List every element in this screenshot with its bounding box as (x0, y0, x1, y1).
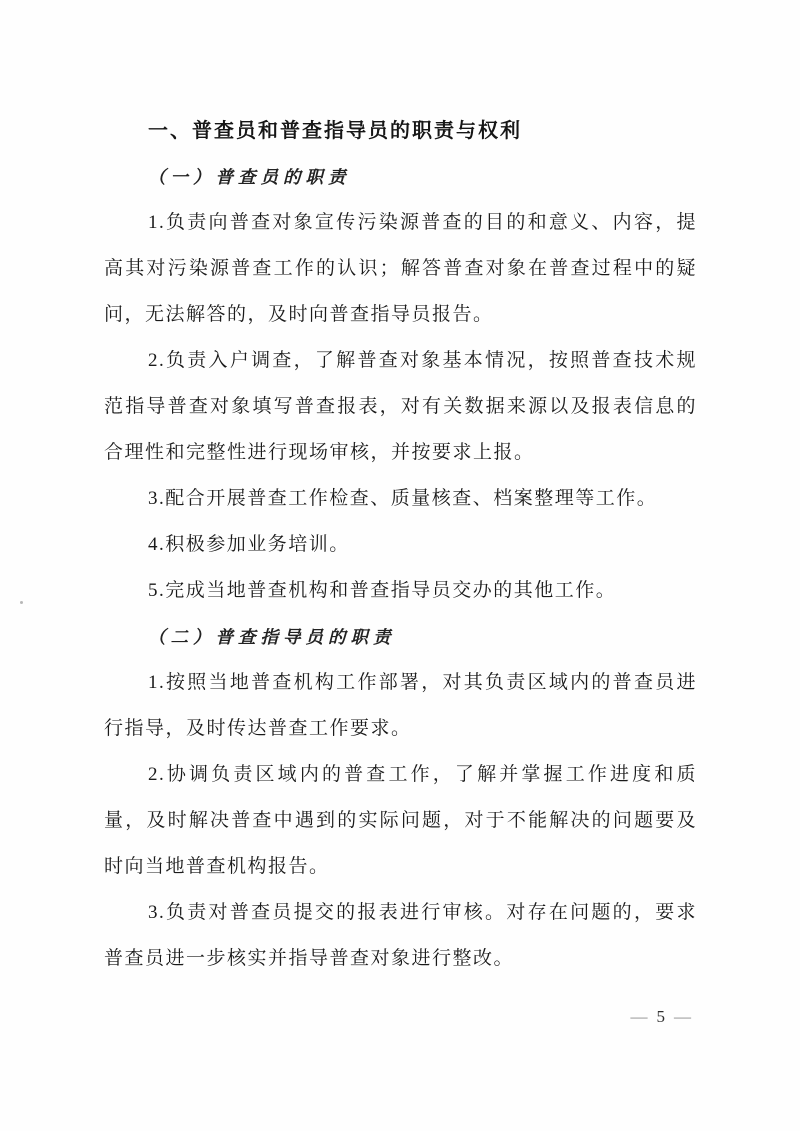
page-number (631, 1007, 695, 1027)
scan-artifact-speck (20, 601, 23, 604)
section-2-heading: （二）普查指导员的职责 (148, 627, 396, 647)
section-1-paragraph-4: 4.积极参加业务培训。 (148, 534, 350, 555)
section-1-paragraph-3: 3.配合开展普查工作检查、质量核查、档案整理等工作。 (148, 488, 658, 509)
section-1-paragraph-2: 2.负责入户调查，了解普查对象基本情况，按照普查技术规范指导普查对象填写普查报表，对有关数据来源以及报表信息的合理性和完整性进行现场审核，并按要求上报。 (104, 350, 697, 463)
page-number-dash-left: — (630, 1007, 651, 1026)
document-title: 一、普查员和普查指导员的职责与权利 (148, 120, 522, 142)
section-1-paragraph-5: 5.完成当地普查机构和普查指导员交办的其他工作。 (148, 580, 617, 601)
section-1-paragraph-1: 1.负责向普查对象宣传污染源普查的目的和意义、内容，提高其对污染源普查工作的认识；解答普查对象在普查过程中的疑问，无法解答的，及时向普查指导员报告。 (104, 212, 697, 325)
page-number-dash-right: — (674, 1007, 694, 1026)
section-2-paragraph-2: 2.协调负责区域内的普查工作，了解并掌握工作进度和质量，及时解决普查中遇到的实际问题，对于不能解决的问题要及时向当地普查机构报告。 (104, 764, 697, 877)
section-2-paragraph-1: 1.按照当地普查机构工作部署，对其负责区域内的普查员进行指导，及时传达普查工作要求。 (104, 672, 697, 739)
page-number-value: 5 (656, 1007, 668, 1026)
section-2-paragraph-3: 3.负责对普查员提交的报表进行审核。对存在问题的，要求普查员进一步核实并指导普查对象进行整改。 (104, 902, 697, 969)
section-1-heading: （一）普查员的职责 (148, 167, 351, 187)
